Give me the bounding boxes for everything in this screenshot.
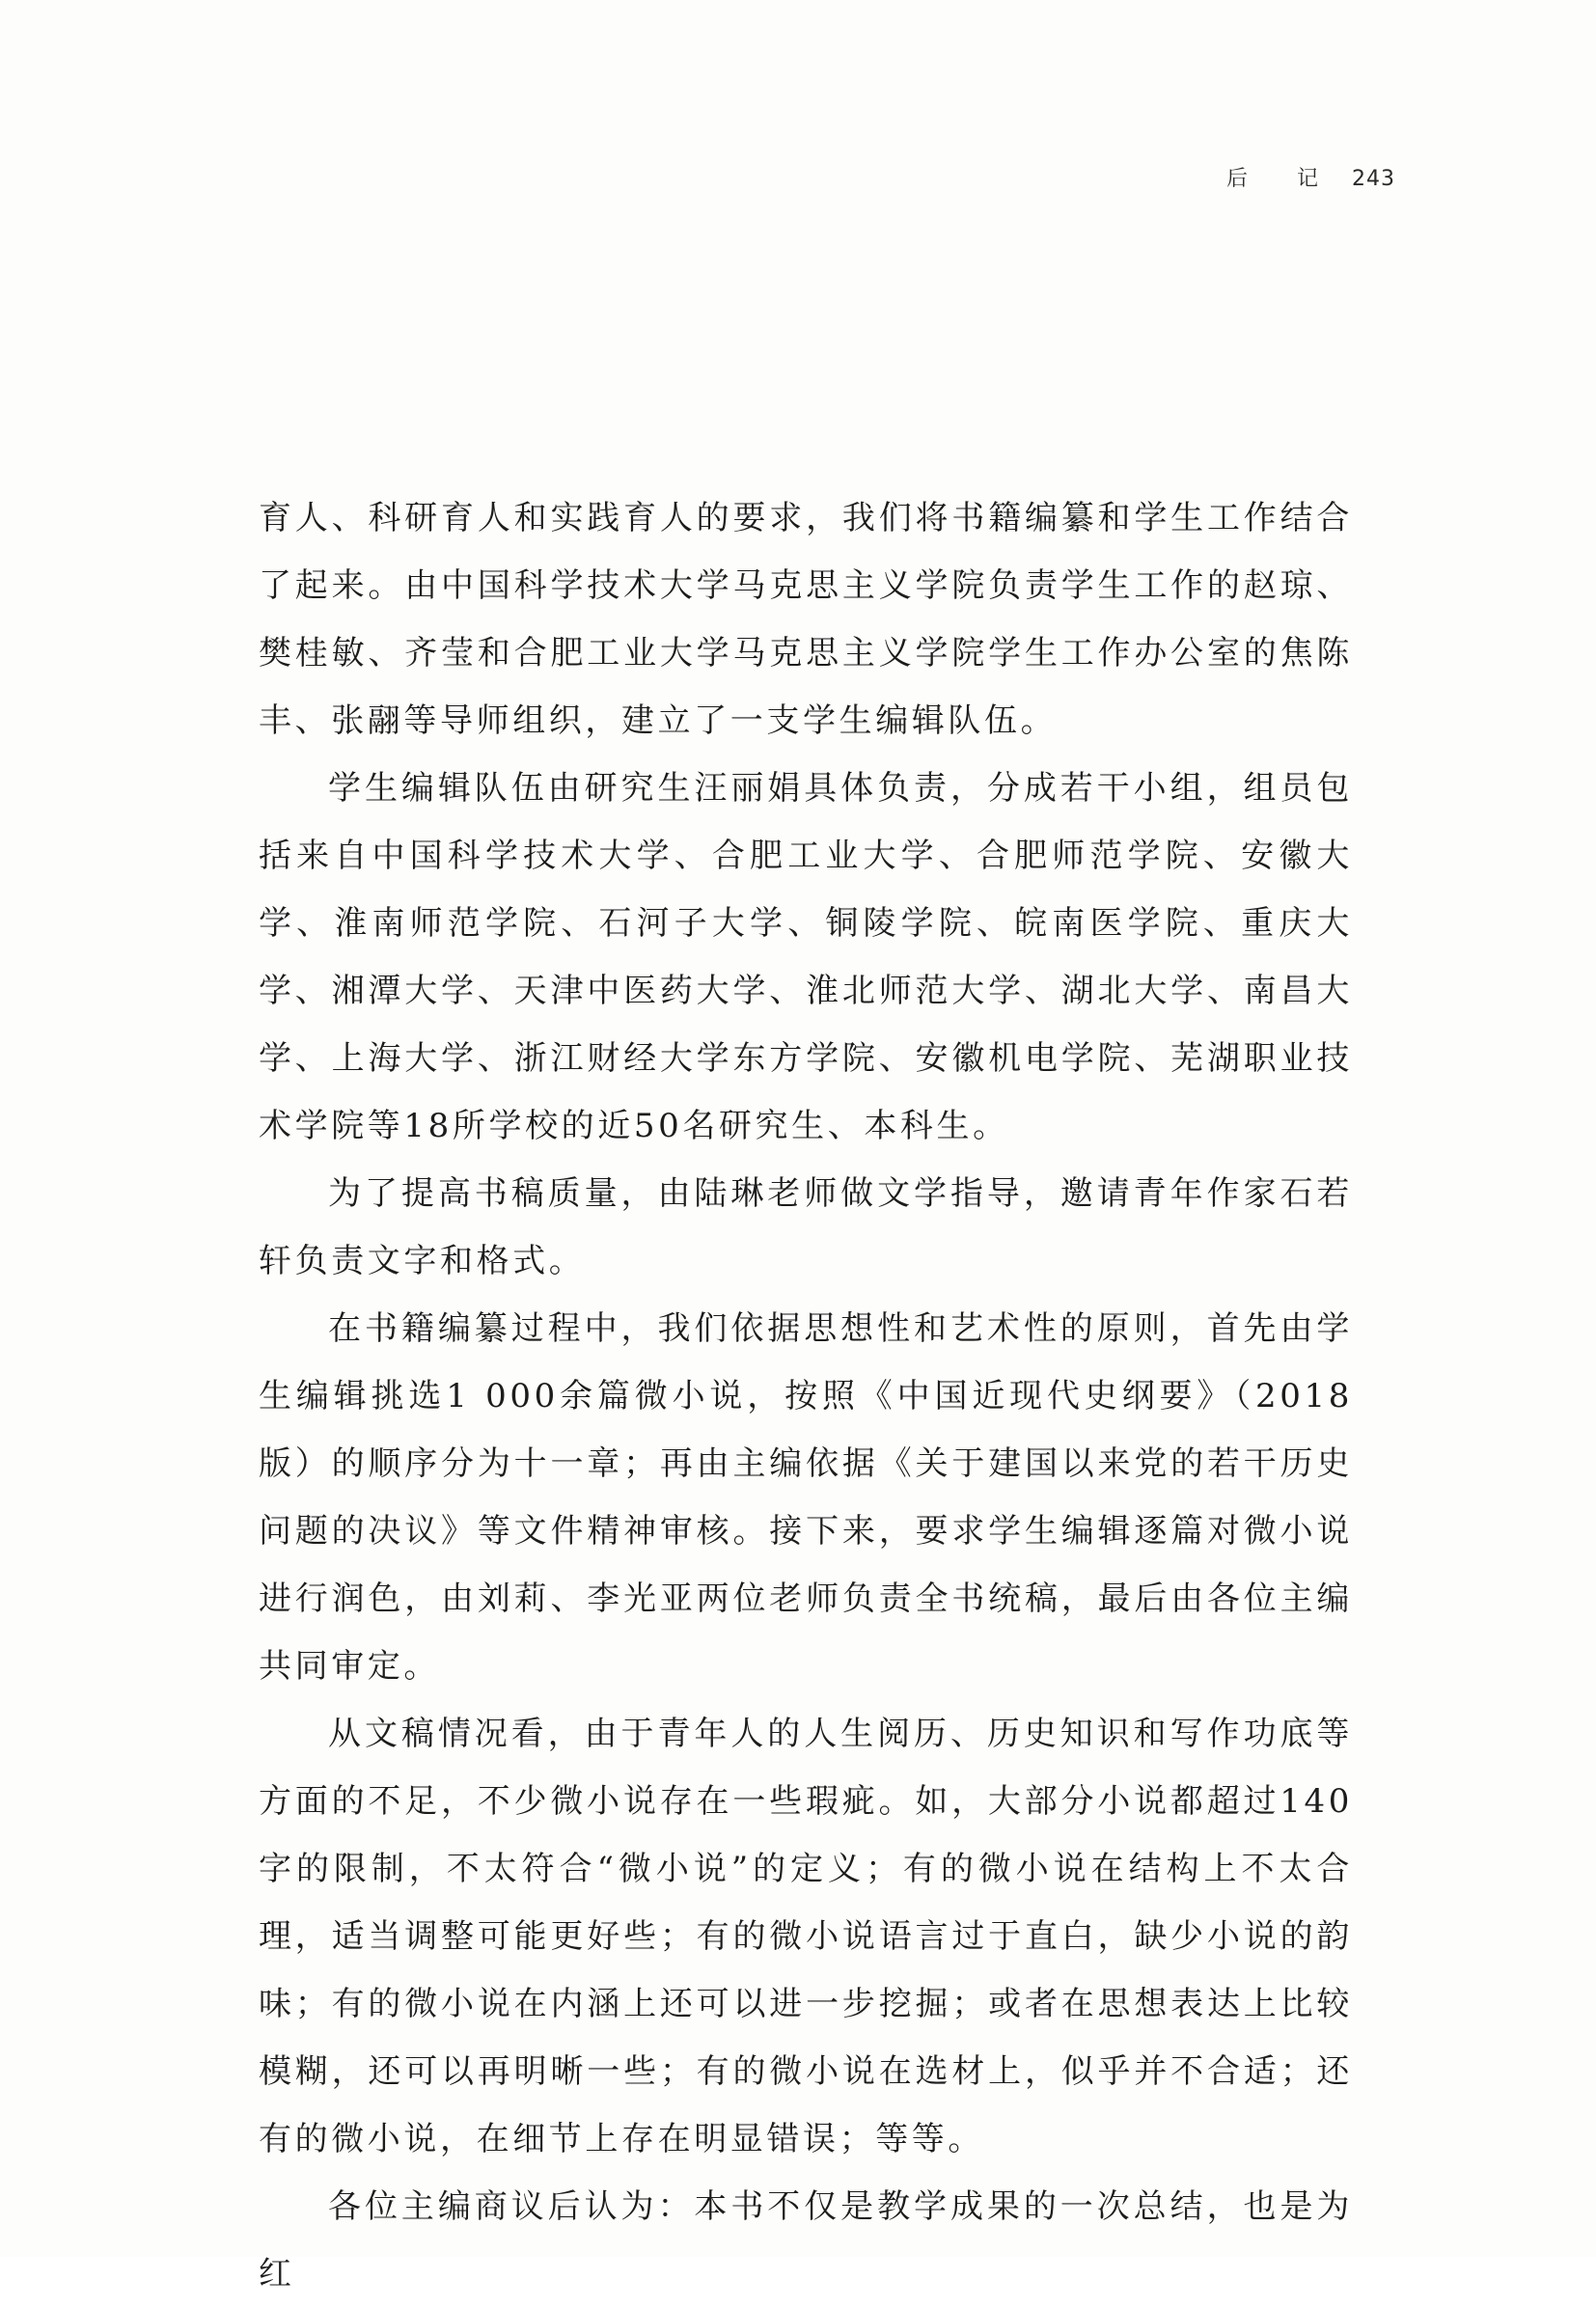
page-number: 243 <box>1352 167 1395 191</box>
body-text <box>259 484 1353 2308</box>
paragraph-2: 学生编辑队伍由研究生汪丽娟具体负责，分成若干小组，组员包括来自中国科学技术大学、合肥工业大学、合肥师范学院、安徽大学、淮南师范学院、石河子大学、铜陵学院、皖南医学院、重庆大学、湘潭大学、天津中医药大学、淮北师范大学、湖北大学、南昌大学、上海大学、浙江财经大学东方学院、安徽机电学院、芜湖职业技术学院等18所学校的近50名研究生、本科生。 <box>259 769 1353 1145</box>
paragraph-1: 育人、科研育人和实践育人的要求，我们将书籍编纂和学生工作结合了起来。由中国科学技术大学马克思主义学院负责学生工作的赵琼、樊桂敏、齐莹和合肥工业大学马克思主义学院学生工作办公室的焦陈丰、张翮等导师组织，建立了一支学生编辑队伍。 <box>259 499 1353 740</box>
chapter-title: 后 记 <box>1226 167 1339 191</box>
paragraph-3: 为了提高书稿质量，由陆琳老师做文学指导，邀请青年作家石若轩负责文字和格式。 <box>259 1174 1353 1280</box>
paragraph-6: 各位主编商议后认为：本书不仅是教学成果的一次总结，也是为红 <box>259 2187 1353 2294</box>
paragraph-4: 在书籍编纂过程中，我们依据思想性和艺术性的原则，首先由学生编辑挑选1 000余篇微小说，按照《中国近现代史纲要》（2018版）的顺序分为十一章；再由主编依据《关于建国以来党的若干历史问题的决议》等文件精神审核。接下来，要求学生编辑逐篇对微小说进行润色，由刘莉、李光亚两位老师负责全书统稿，最后由各位主编共同审定。 <box>259 1309 1353 1686</box>
running-head <box>1226 162 1395 192</box>
paragraph-5: 从文稿情况看，由于青年人的人生阅历、历史知识和写作功底等方面的不足，不少微小说存在一些瑕疵。如，大部分小说都超过140字的限制，不太符合“微小说”的定义；有的微小说在结构上不太合理，适当调整可能更好些；有的微小说语言过于直白，缺少小说的韵味；有的微小说在内涵上还可以进一步挖掘；或者在思想表达上比较模糊，还可以再明晰一些；有的微小说在选材上，似乎并不合适；还有的微小说，在细节上存在明显错误；等等。 <box>259 1715 1353 2158</box>
